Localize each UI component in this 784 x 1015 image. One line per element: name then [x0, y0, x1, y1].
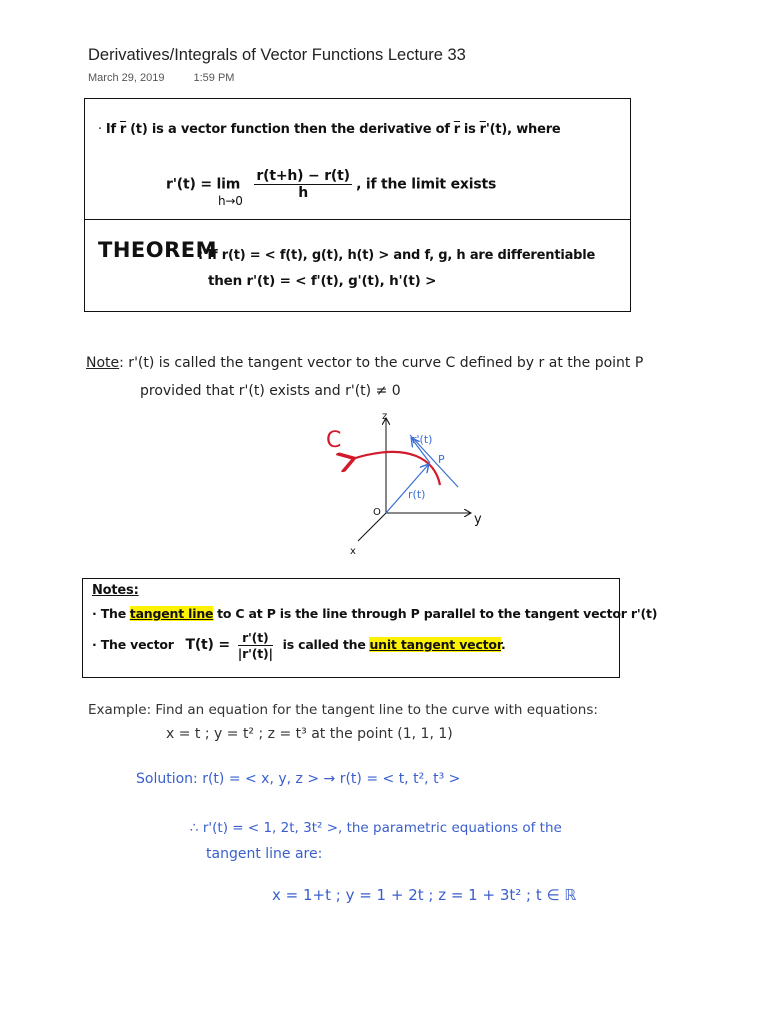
point-label: P — [438, 453, 445, 466]
theorem-line1-text: : If r(t) = < f(t), g(t), h(t) > and f, g, h are differentiable — [198, 248, 596, 263]
notes-item1-text: to C at P is the line through P parallel to the tangent vector r'(t) — [217, 606, 658, 621]
notes-item1-prefix: · The — [92, 606, 127, 621]
curve-label: C — [326, 428, 342, 453]
page-title: Derivatives/Integrals of Vector Functions Lecture 33 — [88, 46, 466, 64]
x-axis-label: x — [350, 546, 356, 557]
y-axis-label: y — [474, 512, 482, 527]
definition-is: is — [463, 122, 476, 137]
theorem-line2-text: then r'(t) = < f'(t), g'(t), h'(t) > — [208, 273, 437, 289]
theorem-line1 — [198, 248, 595, 263]
unit-tangent-fraction — [238, 630, 273, 661]
curve-c — [352, 452, 440, 485]
theorem-label: THEOREM — [98, 238, 218, 262]
limit-subscript: h→0 — [218, 194, 243, 208]
unit-tangent-numerator: r'(t) — [238, 630, 273, 646]
definition-r: $\overline{r}$ — [119, 122, 127, 137]
origin-label: O — [373, 507, 381, 518]
x-axis — [358, 513, 386, 541]
tangent-vector-diagram — [300, 405, 510, 560]
tangent-vector-label: r'(t) — [412, 433, 433, 446]
derivative-lhs: r'(t) = lim — [166, 176, 241, 193]
position-vector-label: r(t) — [408, 488, 426, 501]
solution-line3: tangent line are: — [206, 846, 323, 862]
definition-line: · If $\overline{r}$ (t) is a vector function then the derivative of $\overline{r}$ is $\overline{r}'(t)$, where — [98, 122, 561, 137]
unit-tangent-lhs: T(t) = — [185, 637, 230, 653]
z-axis-label: z — [382, 411, 388, 422]
notes-title — [92, 583, 139, 598]
derivative-fraction — [254, 168, 351, 201]
notes-item2-text: is called the — [282, 637, 366, 652]
derivative-numerator: r(t+h) − r(t) — [256, 168, 350, 184]
page-time: 1:59 PM — [193, 72, 235, 84]
solution-line1: Solution: r(t) = < x, y, z > → r(t) = < t, t², t³ > — [136, 771, 461, 787]
notes-box — [82, 578, 620, 678]
solution-line2: ∴ r'(t) = < 1, 2t, 3t² >, the parametric equations of the — [190, 820, 562, 836]
derivative-formula — [166, 168, 496, 201]
example-label: Example: — [88, 702, 152, 718]
derivative-denominator: h — [298, 185, 308, 201]
definition-where: '(t), where — [485, 122, 561, 137]
example-line2: x = t ; y = t² ; z = t³ at the point (1, 1, 1) — [166, 726, 453, 742]
page-timestamp — [88, 72, 234, 84]
box-divider — [85, 219, 630, 220]
notes-item2-period: . — [501, 637, 506, 652]
page-date: March 29, 2019 — [88, 72, 165, 84]
example-text: Find an equation for the tangent line to the curve with equations: — [155, 702, 598, 718]
note-line1-text: : r'(t) is called the tangent vector to the curve C defined by r at the point P — [119, 355, 644, 371]
solution-line4: x = 1+t ; y = 1 + 2t ; z = 1 + 3t² ; t ∈ ℝ — [272, 886, 577, 904]
note-label: Note — [86, 355, 120, 371]
unit-tangent-denominator: |r'(t)| — [237, 646, 273, 661]
theorem-line2 — [208, 273, 436, 289]
definition-text: (t) is a vector function then the derivative of — [130, 122, 450, 137]
definition-if: If — [105, 122, 116, 137]
notes-item2 — [92, 630, 506, 661]
notes-title-text: Notes: — [92, 583, 139, 598]
note-line1 — [86, 355, 643, 371]
tangent-line-highlight: tangent line — [129, 606, 214, 621]
notes-item1 — [92, 606, 657, 621]
derivative-suffix: , if the limit exists — [356, 176, 497, 193]
definition-r3: $\overline{r}$ — [479, 122, 486, 137]
note-line2: provided that r'(t) exists and r'(t) ≠ 0 — [140, 383, 401, 399]
definition-r2: $\overline{r}$ — [453, 122, 460, 137]
unit-tangent-highlight: unit tangent vector — [369, 637, 502, 652]
notes-item2-prefix: · The vector — [92, 637, 174, 652]
example-line1 — [88, 702, 598, 718]
